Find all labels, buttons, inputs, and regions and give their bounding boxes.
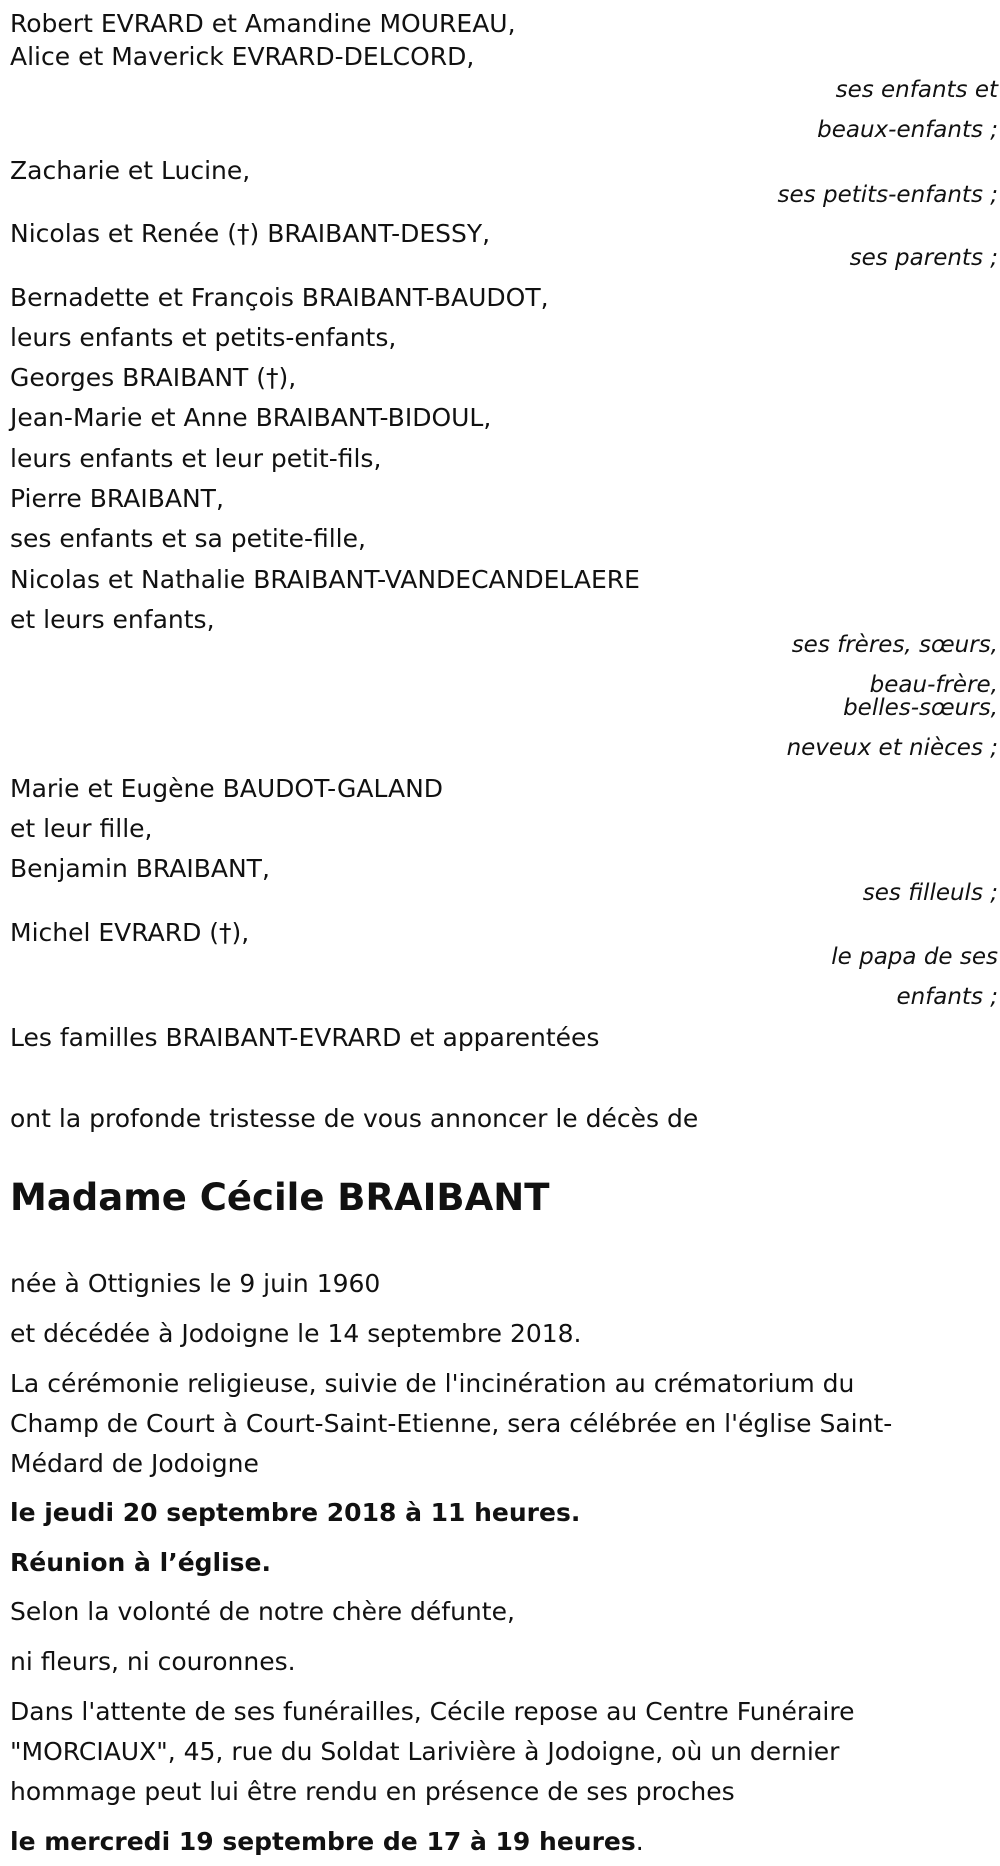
visit-date: le mercredi 19 septembre de 17 à 19 heures <box>10 1827 636 1856</box>
wish-text: Selon la volonté de notre chère défunte, <box>10 1597 515 1626</box>
ceremony-text: Médard de Jodoigne <box>10 1449 259 1478</box>
relation-label: ses enfants et <box>835 77 998 103</box>
relation-label: beau-frère, <box>869 672 998 698</box>
family-line: Bernadette et François BRAIBANT-BAUDOT, <box>10 283 549 312</box>
birth-line: née à Ottignies le 9 juin 1960 <box>10 1269 381 1298</box>
family-line: Jean-Marie et Anne BRAIBANT-BIDOUL, <box>10 403 492 432</box>
wish-text: ni fleurs, ni couronnes. <box>10 1647 296 1676</box>
relation-label: beaux-enfants ; <box>817 117 998 143</box>
family-line: Marie et Eugène BAUDOT-GALAND <box>10 774 444 803</box>
visit-line <box>10 1826 644 1858</box>
family-line: Les familles BRAIBANT-EVRARD et apparentées <box>10 1023 600 1052</box>
family-line: Michel EVRARD (†), <box>10 918 250 947</box>
family-line: Nicolas et Nathalie BRAIBANT-VANDECANDELAERE <box>10 565 640 594</box>
relation-label: ses frères, sœurs, <box>791 632 998 658</box>
relation-label: ses filleuls ; <box>862 880 998 906</box>
relation-label: belles-sœurs, <box>843 695 998 721</box>
family-line: ses enfants et sa petite-fille, <box>10 524 366 553</box>
announcement-text: ont la profonde tristesse de vous annoncer le décès de <box>10 1104 699 1133</box>
family-line: Benjamin BRAIBANT, <box>10 854 270 883</box>
ceremony-text: Champ de Court à Court-Saint-Etienne, sera célébrée en l'église Saint- <box>10 1409 893 1438</box>
visit-date-end: . <box>635 1827 644 1856</box>
death-line: et décédée à Jodoigne le 14 septembre 2018. <box>10 1319 582 1348</box>
rest-text: Dans l'attente de ses funérailles, Cécile repose au Centre Funéraire <box>10 1697 855 1726</box>
relation-label: enfants ; <box>896 984 998 1010</box>
family-line: Nicolas et Renée (†) BRAIBANT-DESSY, <box>10 219 491 248</box>
relation-label: ses petits-enfants ; <box>777 182 998 208</box>
family-line: et leurs enfants, <box>10 605 215 634</box>
relation-label: neveux et nièces ; <box>786 735 998 761</box>
meeting-place: Réunion à l’église. <box>10 1548 272 1577</box>
deceased-name: Madame Cécile BRAIBANT <box>10 1176 550 1219</box>
family-line: Georges BRAIBANT (†), <box>10 363 297 392</box>
family-line: Zacharie et Lucine, <box>10 156 251 185</box>
relation-label: ses parents ; <box>849 245 998 271</box>
family-line: leurs enfants et leur petit-fils, <box>10 444 382 473</box>
rest-text: "MORCIAUX", 45, rue du Soldat Larivière à Jodoigne, où un dernier <box>10 1737 840 1766</box>
family-line: leurs enfants et petits-enfants, <box>10 323 397 352</box>
ceremony-date: le jeudi 20 septembre 2018 à 11 heures. <box>10 1498 581 1527</box>
family-line: Pierre BRAIBANT, <box>10 484 224 513</box>
relation-label: le papa de ses <box>831 944 998 970</box>
ceremony-text: La cérémonie religieuse, suivie de l'incinération au crématorium du <box>10 1369 855 1398</box>
rest-text: hommage peut lui être rendu en présence de ses proches <box>10 1777 735 1806</box>
family-line: Alice et Maverick EVRARD-DELCORD, <box>10 42 475 71</box>
family-line: et leur fille, <box>10 814 153 843</box>
family-line: Robert EVRARD et Amandine MOUREAU, <box>10 9 516 38</box>
